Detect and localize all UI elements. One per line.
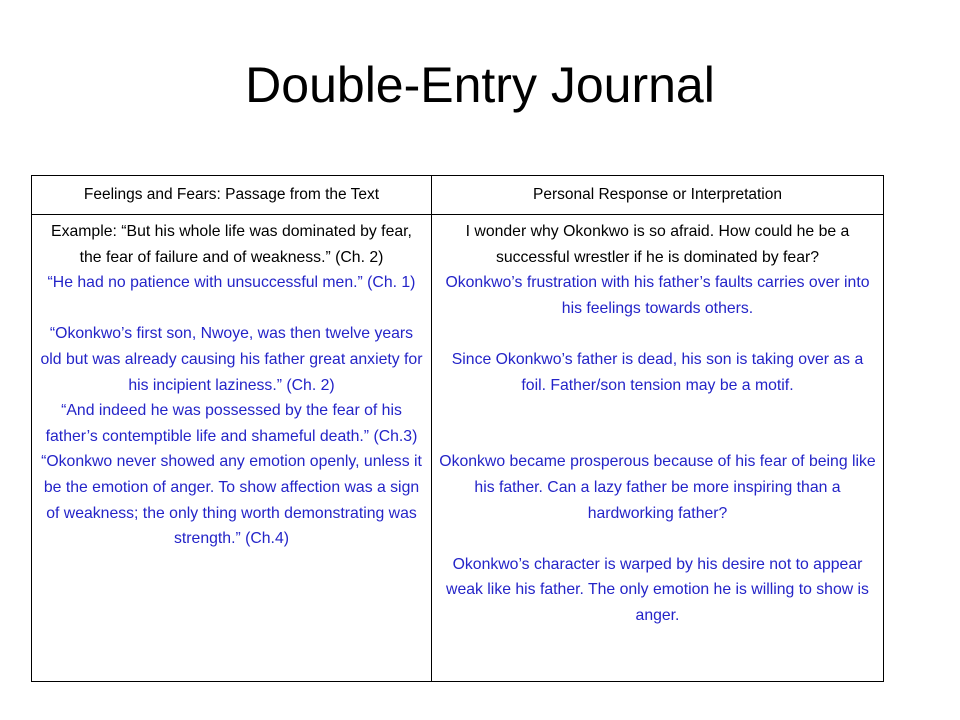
page-title: Double-Entry Journal bbox=[245, 57, 715, 113]
passage-4: “Okonkwo never showed any emotion openly, unless it be the emotion of anger. To show affection was a sign of weakness; the only thing worth demonstrating was strength.” (Ch.4) bbox=[41, 453, 422, 548]
table-row bbox=[32, 215, 884, 682]
header-passage: Feelings and Fears: Passage from the Text bbox=[32, 176, 432, 215]
passages-cell bbox=[32, 215, 432, 682]
response-2: Since Okonkwo’s father is dead, his son is taking over as a foil. Father/son tension may be a motif. bbox=[451, 350, 864, 394]
responses-cell bbox=[432, 215, 884, 682]
passage-1: “He had no patience with unsuccessful men.” (Ch. 1) bbox=[47, 274, 416, 292]
passage-3: “And indeed he was possessed by the fear of his father’s contemptible life and shameful death.” (Ch.3) bbox=[45, 402, 418, 445]
example-passage: Example: “But his whole life was dominated by fear, the fear of failure and of weakness.” (Ch. 2) bbox=[51, 223, 412, 266]
response-1: Okonkwo’s frustration with his father’s faults carries over into his feelings towards others. bbox=[445, 274, 870, 317]
header-response: Personal Response or Interpretation bbox=[432, 176, 884, 215]
response-4: Okonkwo’s character is warped by his desire not to appear weak like his father. The only emotion he is willing to show is anger. bbox=[446, 555, 869, 624]
table-header-row bbox=[32, 176, 884, 215]
journal-table bbox=[31, 175, 884, 682]
passage-2: “Okonkwo’s first son, Nwoye, was then twelve years old but was already causing his father great anxiety for his incipient laziness.” (Ch. 2) bbox=[40, 325, 423, 394]
response-3: Okonkwo became prosperous because of his fear of being like his father. Can a lazy father be more inspiring than a hardworking father? bbox=[439, 453, 876, 522]
example-response: I wonder why Okonkwo is so afraid. How could he be a successful wrestler if he is dominated by fear? bbox=[465, 223, 850, 266]
